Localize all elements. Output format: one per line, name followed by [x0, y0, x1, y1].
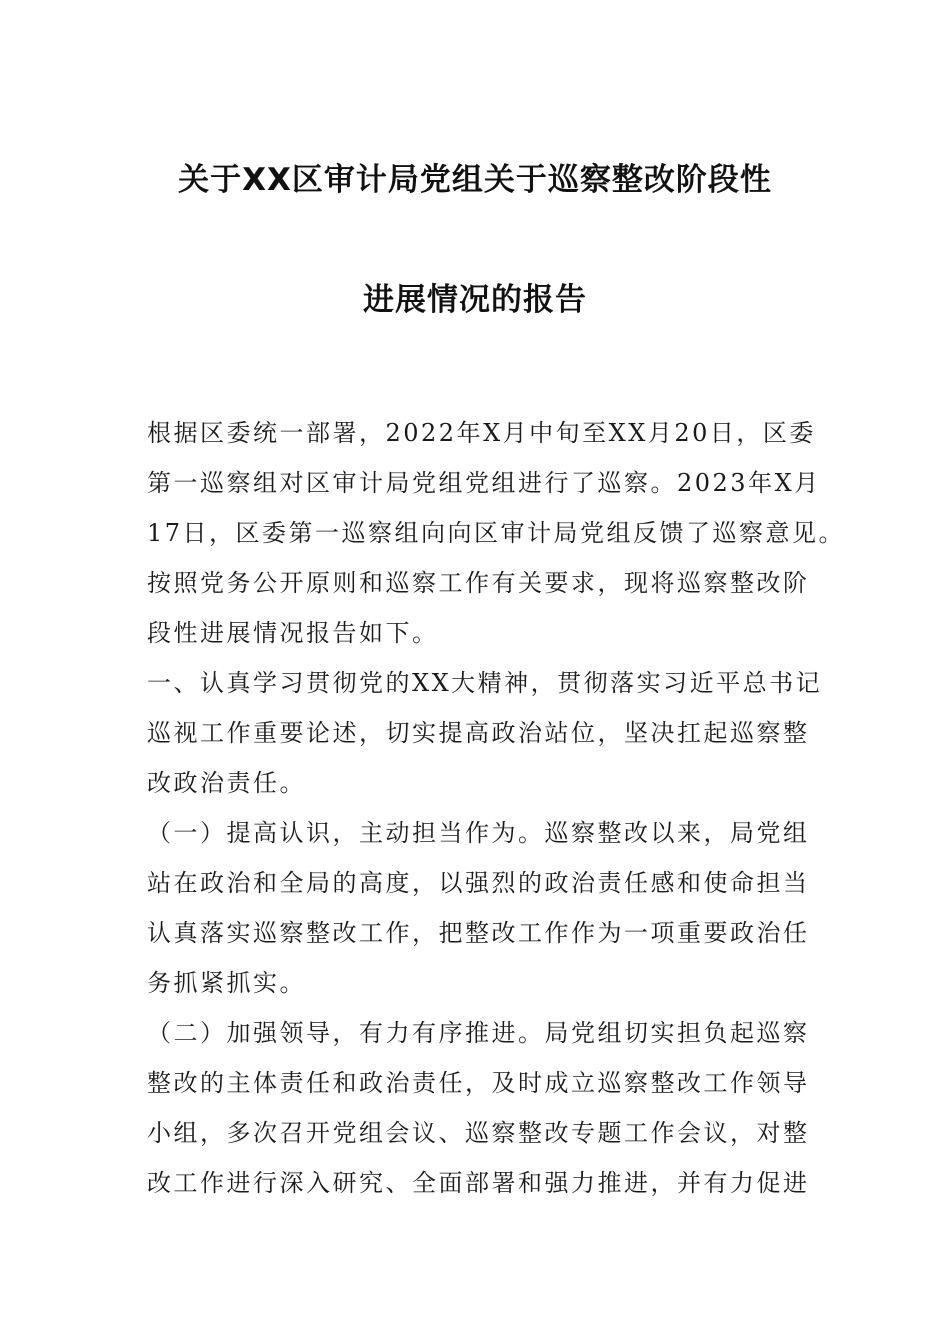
- section-heading-line: 改政治责任。: [147, 769, 306, 797]
- body-line: 第一巡察组对区审计局党组党组进行了巡察。2023年X月: [147, 469, 821, 497]
- body-line: （二）加强领导，有力有序推进。局党组切实担负起巡察: [147, 1019, 810, 1047]
- document-body: [147, 408, 846, 1208]
- body-line: 按照党务公开原则和巡察工作有关要求，现将巡察整改阶: [147, 569, 810, 597]
- body-line: 认真落实巡察整改工作，把整改工作作为一项重要政治任: [147, 919, 810, 947]
- body-line: 务抓紧抓实。: [147, 969, 306, 997]
- body-line: 改工作进行深入研究、全面部署和强力推进，并有力促进: [147, 1169, 810, 1197]
- body-line: 小组，多次召开党组会议、巡察整改专题工作会议，对整: [147, 1119, 810, 1147]
- body-line: 整改的主体责任和政治责任，及时成立巡察整改工作领导: [147, 1069, 810, 1097]
- section-heading-line: 巡视工作重要论述，切实提高政治站位，坚决扛起巡察整: [147, 719, 810, 747]
- body-line: 站在政治和全局的高度，以强烈的政治责任感和使命担当: [147, 869, 810, 897]
- section-heading-line: 一、认真学习贯彻党的XX大精神，贯彻落实习近平总书记: [147, 669, 823, 697]
- document-title-line-2: 进展情况的报告: [363, 282, 587, 318]
- body-line: （一）提高认识，主动担当作为。巡察整改以来，局党组: [147, 819, 810, 847]
- body-line: 段性进展情况报告如下。: [147, 619, 439, 647]
- document-title-line-1: 关于XX区审计局党组关于巡察整改阶段性: [178, 162, 772, 198]
- body-line: 根据区委统一部署，2022年X月中旬至XX月20日，区委: [147, 419, 816, 447]
- body-line: 17日，区委第一巡察组向向区审计局党组反馈了巡察意见。: [147, 519, 846, 547]
